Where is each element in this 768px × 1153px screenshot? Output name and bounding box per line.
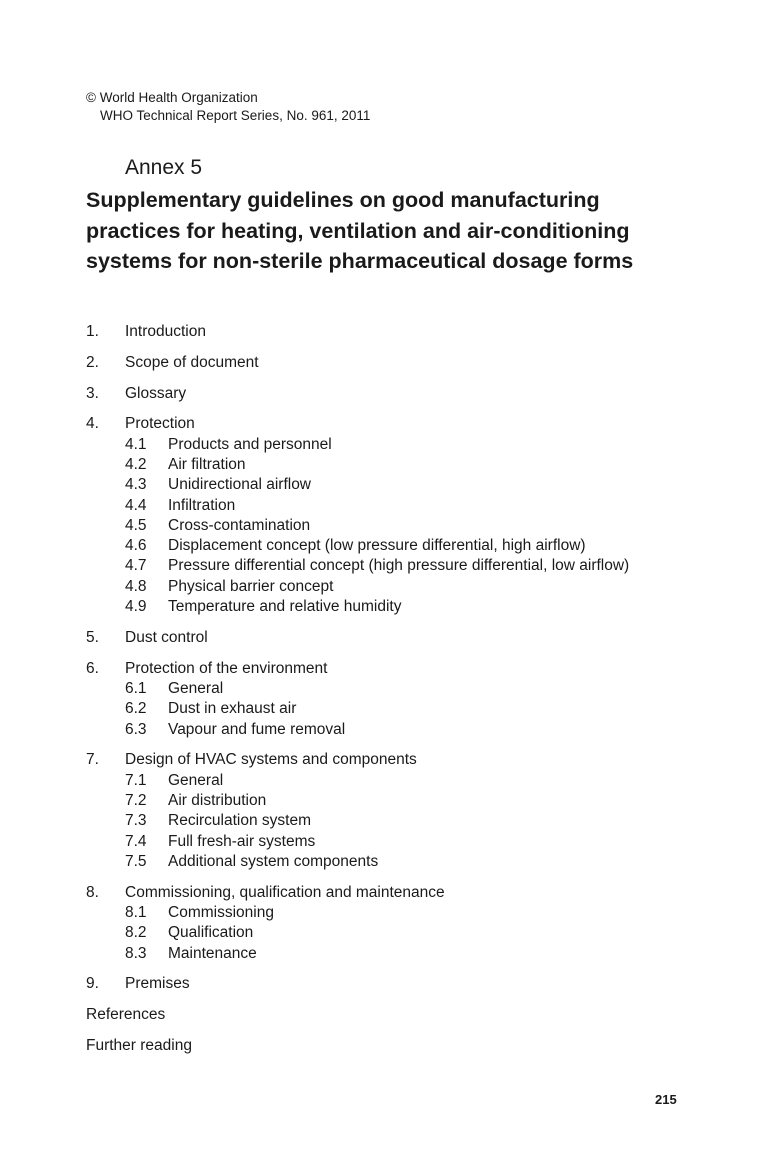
toc-entry-number: 9. [86,975,99,993]
toc-subentry-label: Unidirectional airflow [168,476,312,494]
toc-subentry [86,577,696,597]
toc-subentry [86,597,696,617]
toc-subentry [86,903,696,923]
toc-entry-number: 4. [86,415,99,433]
toc-subentry-number: 4.7 [125,557,147,575]
copyright-notice: © World Health Organization [86,90,258,105]
toc-subentry-number: 4.8 [125,577,147,595]
toc-entry [86,628,696,648]
toc-subentry [86,435,696,455]
toc-subentry-label: Dust in exhaust air [168,700,297,718]
toc-subentry-label: Commissioning [168,903,274,921]
toc-subentry-number: 7.3 [125,812,147,830]
toc-entry [86,1036,696,1056]
toc-entry-label: Commissioning, qualification and maintenance [125,883,445,901]
toc-subentry-label: Recirculation system [168,812,311,830]
toc-entry-label: Dust control [125,628,208,646]
toc-subentry-number: 8.3 [125,944,147,962]
toc-subentry [86,852,696,872]
toc-subentry-label: Full fresh-air systems [168,832,316,850]
toc-subentry-label: Displacement concept (low pressure differential, high airflow) [168,537,586,555]
toc-subentry-number: 4.6 [125,537,147,555]
toc-subentry-label: General [168,771,224,789]
page-title: Supplementary guidelines on good manufacturing practices for heating, ventilation and air-conditioning systems for non-sterile pharmaceutical dosage forms [86,188,634,273]
toc-subentry-number: 6.3 [125,720,147,738]
toc-entry-number: 3. [86,384,99,402]
toc-entry [86,883,696,903]
toc-entry-label: References [86,1006,166,1024]
toc-entry-label: Further reading [86,1036,192,1054]
toc-subentry-label: Temperature and relative humidity [168,598,402,616]
table-of-contents [86,322,696,1056]
toc-entry-number: 8. [86,883,99,901]
toc-subentry-number: 4.1 [125,435,147,453]
toc-entry-label: Protection [125,415,195,433]
toc-entry [86,974,696,994]
toc-entry-number: 7. [86,751,99,769]
toc-subentry-number: 7.1 [125,771,147,789]
toc-subentry-number: 4.3 [125,476,147,494]
toc-entry [86,322,696,342]
toc-entry [86,414,696,434]
toc-subentry-label: Air filtration [168,455,246,473]
toc-entry-label: Design of HVAC systems and components [125,751,417,769]
toc-subentry [86,516,696,536]
toc-subentry-label: Qualification [168,924,254,942]
toc-entry [86,750,696,770]
toc-subentry [86,944,696,964]
toc-subentry [86,923,696,943]
toc-entry-label: Premises [125,975,190,993]
copyright-block [86,89,370,125]
toc-entry-label: Protection of the environment [125,659,328,677]
toc-subentry-label: Maintenance [168,944,257,962]
page-number: 215 [655,1092,677,1107]
toc-subentry [86,832,696,852]
toc-subentry [86,556,696,576]
toc-subentry-label: Infiltration [168,496,236,514]
toc-subentry-number: 6.1 [125,679,147,697]
toc-subentry [86,475,696,495]
toc-entry [86,384,696,404]
toc-subentry [86,771,696,791]
toc-subentry-number: 7.2 [125,791,147,809]
toc-subentry-label: Physical barrier concept [168,577,334,595]
toc-entry-label: Scope of document [125,353,259,371]
toc-entry-number: 1. [86,323,99,340]
toc-subentry [86,455,696,475]
toc-subentry-label: Products and personnel [168,435,332,453]
annex-label: Annex 5 [125,156,203,179]
toc-entry [86,659,696,679]
toc-subentry [86,679,696,699]
toc-subentry [86,791,696,811]
toc-entry-number: 6. [86,659,99,677]
toc-subentry-number: 4.9 [125,598,147,616]
toc-subentry [86,699,696,719]
toc-subentry-label: Vapour and fume removal [168,720,346,738]
toc-entry-label: Glossary [125,384,187,402]
toc-subentry [86,536,696,556]
toc-entry-label: Introduction [125,323,206,340]
toc-subentry-number: 4.4 [125,496,147,514]
toc-subentry [86,720,696,740]
toc-subentry-label: Air distribution [168,791,267,809]
toc-subentry-label: Additional system components [168,852,379,870]
toc-subentry-number: 6.2 [125,700,147,718]
toc-entry [86,353,696,373]
toc-subentry [86,811,696,831]
toc-subentry-label: Pressure differential concept (high pressure differential, low airflow) [168,557,630,575]
toc-subentry-label: General [168,679,224,697]
toc-subentry-number: 4.2 [125,455,147,473]
toc-subentry-label: Cross-contamination [168,516,311,534]
toc-entry-number: 2. [86,353,99,371]
toc-subentry-number: 8.1 [125,903,147,921]
toc-entry [86,1005,696,1025]
toc-subentry-number: 8.2 [125,924,147,942]
toc-subentry-number: 4.5 [125,516,147,534]
toc-entry-number: 5. [86,628,99,646]
report-series: WHO Technical Report Series, No. 961, 2011 [100,108,371,123]
toc-subentry-number: 7.5 [125,852,147,870]
toc-subentry [86,496,696,516]
toc-subentry-number: 7.4 [125,832,147,850]
